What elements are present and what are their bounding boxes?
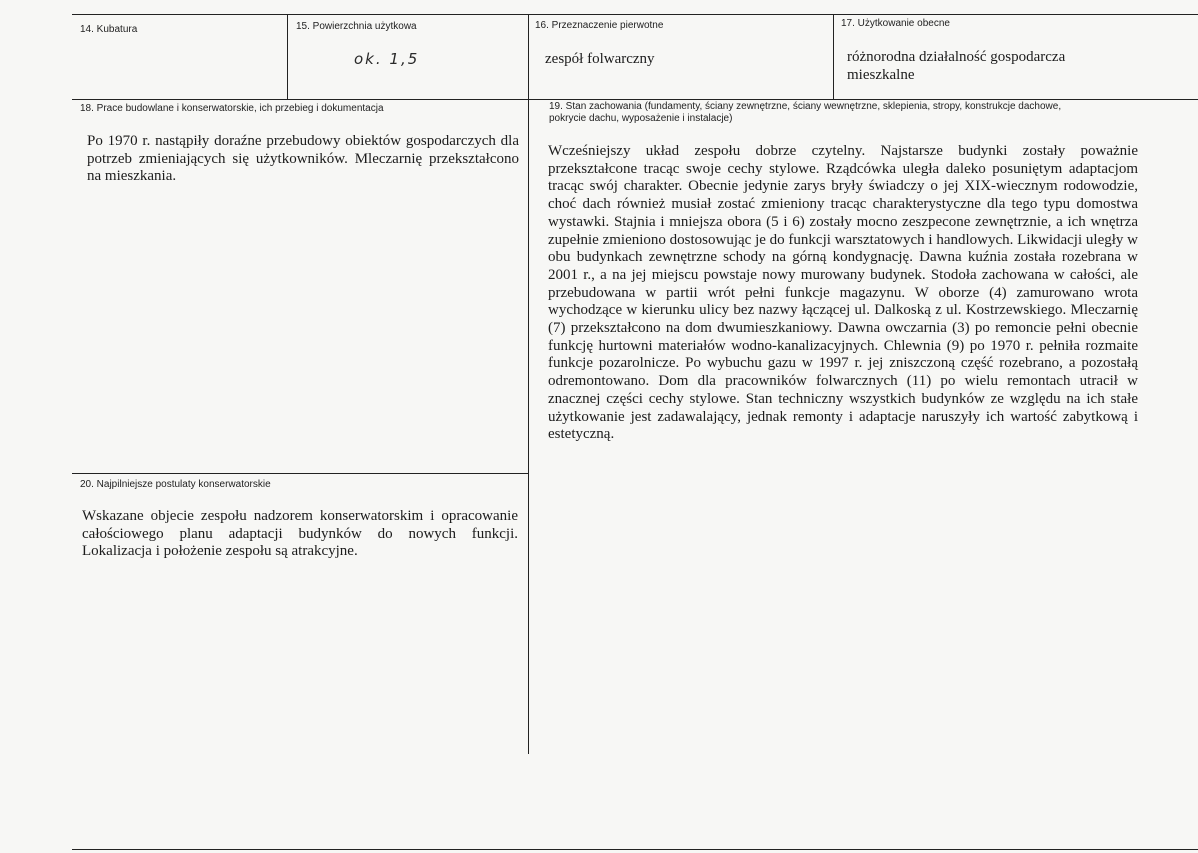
field-17-label: 17. Użytkowanie obecne <box>841 18 950 29</box>
field-15-value: ok. 1,5 <box>354 50 420 68</box>
field-19-text: Wcześniejszy układ zespołu dobrze czytelny. Najstarsze budynki zostały poważnie przekształcone tracąc swoje cechy stylowe. Rządcówka uległa daleko posuniętym adaptacjom tracąc swój charakter. Obecnie jedynie zarys bryły świadczy o jej XIX-wiecznym rodowodzie, choć dach również musiał zostać zmieniony tracąc charakterystyczne dla tego typu domostwa wystawki. Stajnia i mniejsza obora (5 i 6) zostały mocno zeszpecone zewnętrznie, a ich wnętrza zupełnie zmieniono dostosowując je do funkcji warsztatowych i handlowych. Likwidacji uległy w obu budynkach zewnętrzne schody na górną kondygnację. Dawna kuźnia została rozebrana w 2001 r., a na jej miejscu powstaje nowy murowany budynek. Stodoła zachowana w całości, ale przebudowana w partii wrót pełni funkcje magazynu. W oborze (4) zamurowano wrota wychodzące w kierunku ulicy bez nazwy łączącej ul. Dalkoską z ul. Kostrzewskiego. Mleczarnię (7) przekształcono na dom dwumieszkaniowy. Dawna owczarnia (3) po remoncie pełni obecnie funkcję hurtowni materiałów wodno-kanalizacyjnych. Chlewnia (9) po 1970 r. pełniła rozmaite funkcje pozarolnicze. Po wybuchu gazu w 1997 r. jej zniszczoną część rozebrano, a pozostałą odremontowano. Dom dla pracowników folwarcznych (11) po wielu remontach utracił w znacznej części cechy stylowe. Stan techniczny wszystkich budynków ze względu na ich stałe użytkowanie jest zadawalający, jednak remonty i adaptacje naruszyły ich wartość zabytkową i estetyczną. <box>548 143 1138 443</box>
row1-divider <box>72 99 1198 100</box>
top-border <box>72 14 1198 15</box>
f18-f20-divider <box>72 473 528 474</box>
field-19-label-line2: pokrycie dachu, wyposażenie i instalacje) <box>549 113 733 124</box>
field-15-label: 15. Powierzchnia użytkowa <box>296 21 417 32</box>
bottom-border <box>72 849 1198 850</box>
field-17-value-line1: różnorodna działalność gospodarcza <box>847 49 1066 65</box>
col-divider-main <box>528 14 529 754</box>
col-divider-14-15 <box>287 14 288 99</box>
field-17-value-line2: mieszkalne <box>847 67 915 83</box>
field-16-label: 16. Przeznaczenie pierwotne <box>535 20 664 31</box>
field-20-label: 20. Najpilniejsze postulaty konserwatorskie <box>80 479 271 490</box>
field-18-text: Po 1970 r. nastąpiły doraźne przebudowy obiektów gospodarczych dla potrzeb zmieniających się użytkowników. Mleczarnię przekształcono na mieszkania. <box>87 133 519 185</box>
field-20-text: Wskazane objecie zespołu nadzorem konserwatorskim i opracowanie całościowego planu adaptacji budynków do nowych funkcji. Lokalizacja i położenie zespołu są atrakcyjne. <box>82 508 518 560</box>
field-18-label: 18. Prace budowlane i konserwatorskie, ich przebieg i dokumentacja <box>80 103 384 114</box>
field-19-label-line1: 19. Stan zachowania (fundamenty, ściany zewnętrzne, ściany wewnętrzne, sklepienia, stropy, konstrukcje dachowe, <box>549 101 1062 112</box>
col-divider-16-17 <box>833 14 834 99</box>
field-16-value: zespół folwarczny <box>545 51 655 67</box>
field-14-label: 14. Kubatura <box>80 24 138 35</box>
